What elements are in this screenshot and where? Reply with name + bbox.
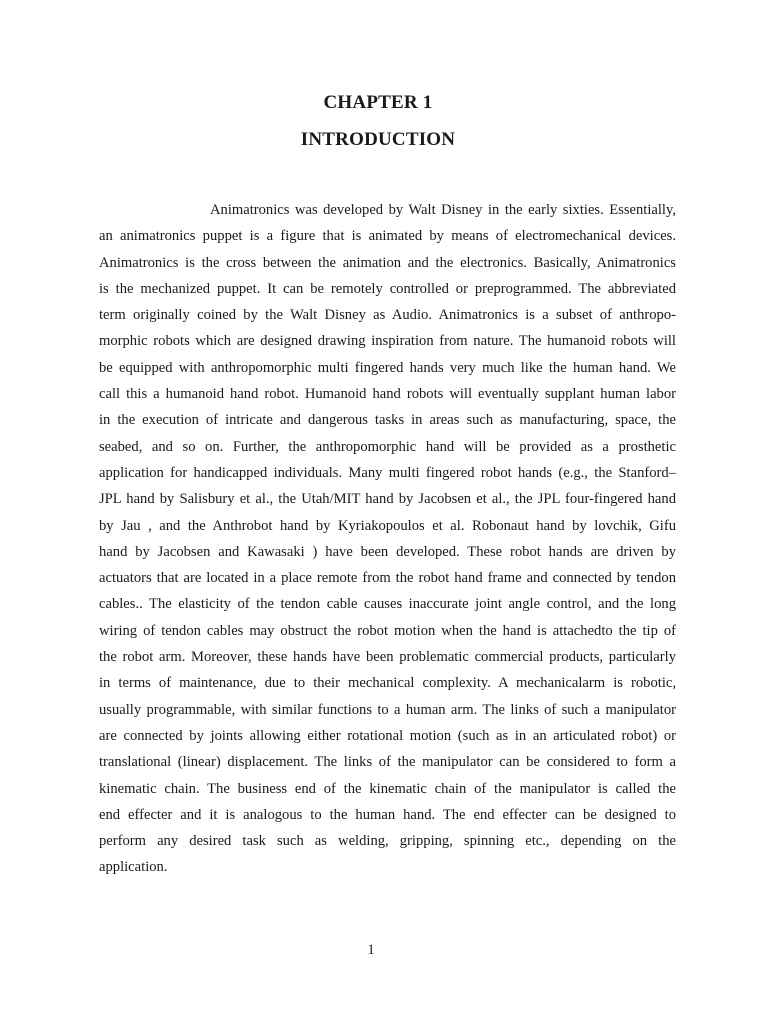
paragraph-line: Animatronics was developed by Walt Disney in the early sixties. Essentially, [210, 202, 676, 218]
chapter-number: CHAPTER 1 [323, 92, 433, 113]
body-paragraph [99, 197, 676, 881]
paragraph-line: in terms of maintenance, due to their mechanical complexity. A mechanicalarm is robotic, [99, 675, 676, 692]
paragraph-line: call this a humanoid hand robot. Humanoid hand robots will eventually supplant human labor [99, 386, 676, 403]
paragraph-line: is the mechanized puppet. It can be remotely controlled or preprogrammed. The abbreviated [99, 280, 676, 297]
chapter-title: INTRODUCTION [300, 129, 456, 150]
paragraph-line: actuators that are located in a place remote from the robot hand frame and connected by tendon [99, 570, 676, 587]
paragraph-line: cables.. The elasticity of the tendon cable causes inaccurate joint angle control, and the long [99, 596, 676, 613]
paragraph-line: application for handicapped individuals. Many multi fingered robot hands (e.g., the Stanford– [99, 464, 676, 481]
paragraph-line: application. [99, 859, 168, 876]
paragraph-line: end effecter and it is analogous to the human hand. The end effecter can be designed to [99, 806, 676, 823]
paragraph-line: in the execution of intricate and dangerous tasks in areas such as manufacturing, space, the [99, 412, 676, 429]
paragraph-line: seabed, and so on. Further, the anthropomorphic hand will be provided as a prosthetic [99, 438, 676, 455]
paragraph-line: be equipped with anthropomorphic multi fingered hands very much like the human hand. We [99, 359, 676, 376]
paragraph-line: morphic robots which are designed drawing inspiration from nature. The humanoid robots will [99, 333, 676, 350]
paragraph-line: term originally coined by the Walt Disney as Audio. Animatronics is a subset of anthropo- [99, 307, 676, 324]
paragraph-line: JPL hand by Salisbury et al., the Utah/MIT hand by Jacobsen et al., the JPL four-fingered hand [99, 491, 676, 508]
paragraph-line: Animatronics is the cross between the animation and the electronics. Basically, Animatronics [99, 254, 676, 271]
paragraph-line: are connected by joints allowing either rotational motion (such as in an articulated robot) or [99, 727, 676, 744]
page-number: 1 [367, 942, 375, 958]
paragraph-line: the robot arm. Moreover, these hands have been problematic commercial products, particularly [99, 649, 676, 666]
paragraph-line: kinematic chain. The business end of the kinematic chain of the manipulator is called the [99, 780, 676, 797]
paragraph-line: by Jau , and the Anthrobot hand by Kyriakopoulos et al. Robonaut hand by lovchik, Gifu [99, 517, 676, 534]
paragraph-line: wiring of tendon cables may obstruct the robot motion when the hand is attachedto the tip of [99, 622, 676, 639]
paragraph-line: perform any desired task such as welding, gripping, spinning etc., depending on the [99, 833, 676, 850]
paragraph-line: hand by Jacobsen and Kawasaki ) have been developed. These robot hands are driven by [99, 543, 676, 560]
paragraph-line: translational (linear) displacement. The links of the manipulator can be considered to form a [99, 754, 676, 771]
paragraph-line: an animatronics puppet is a figure that is animated by means of electromechanical devices. [99, 228, 676, 245]
paragraph-line: usually programmable, with similar functions to a human arm. The links of such a manipulator [99, 701, 676, 718]
